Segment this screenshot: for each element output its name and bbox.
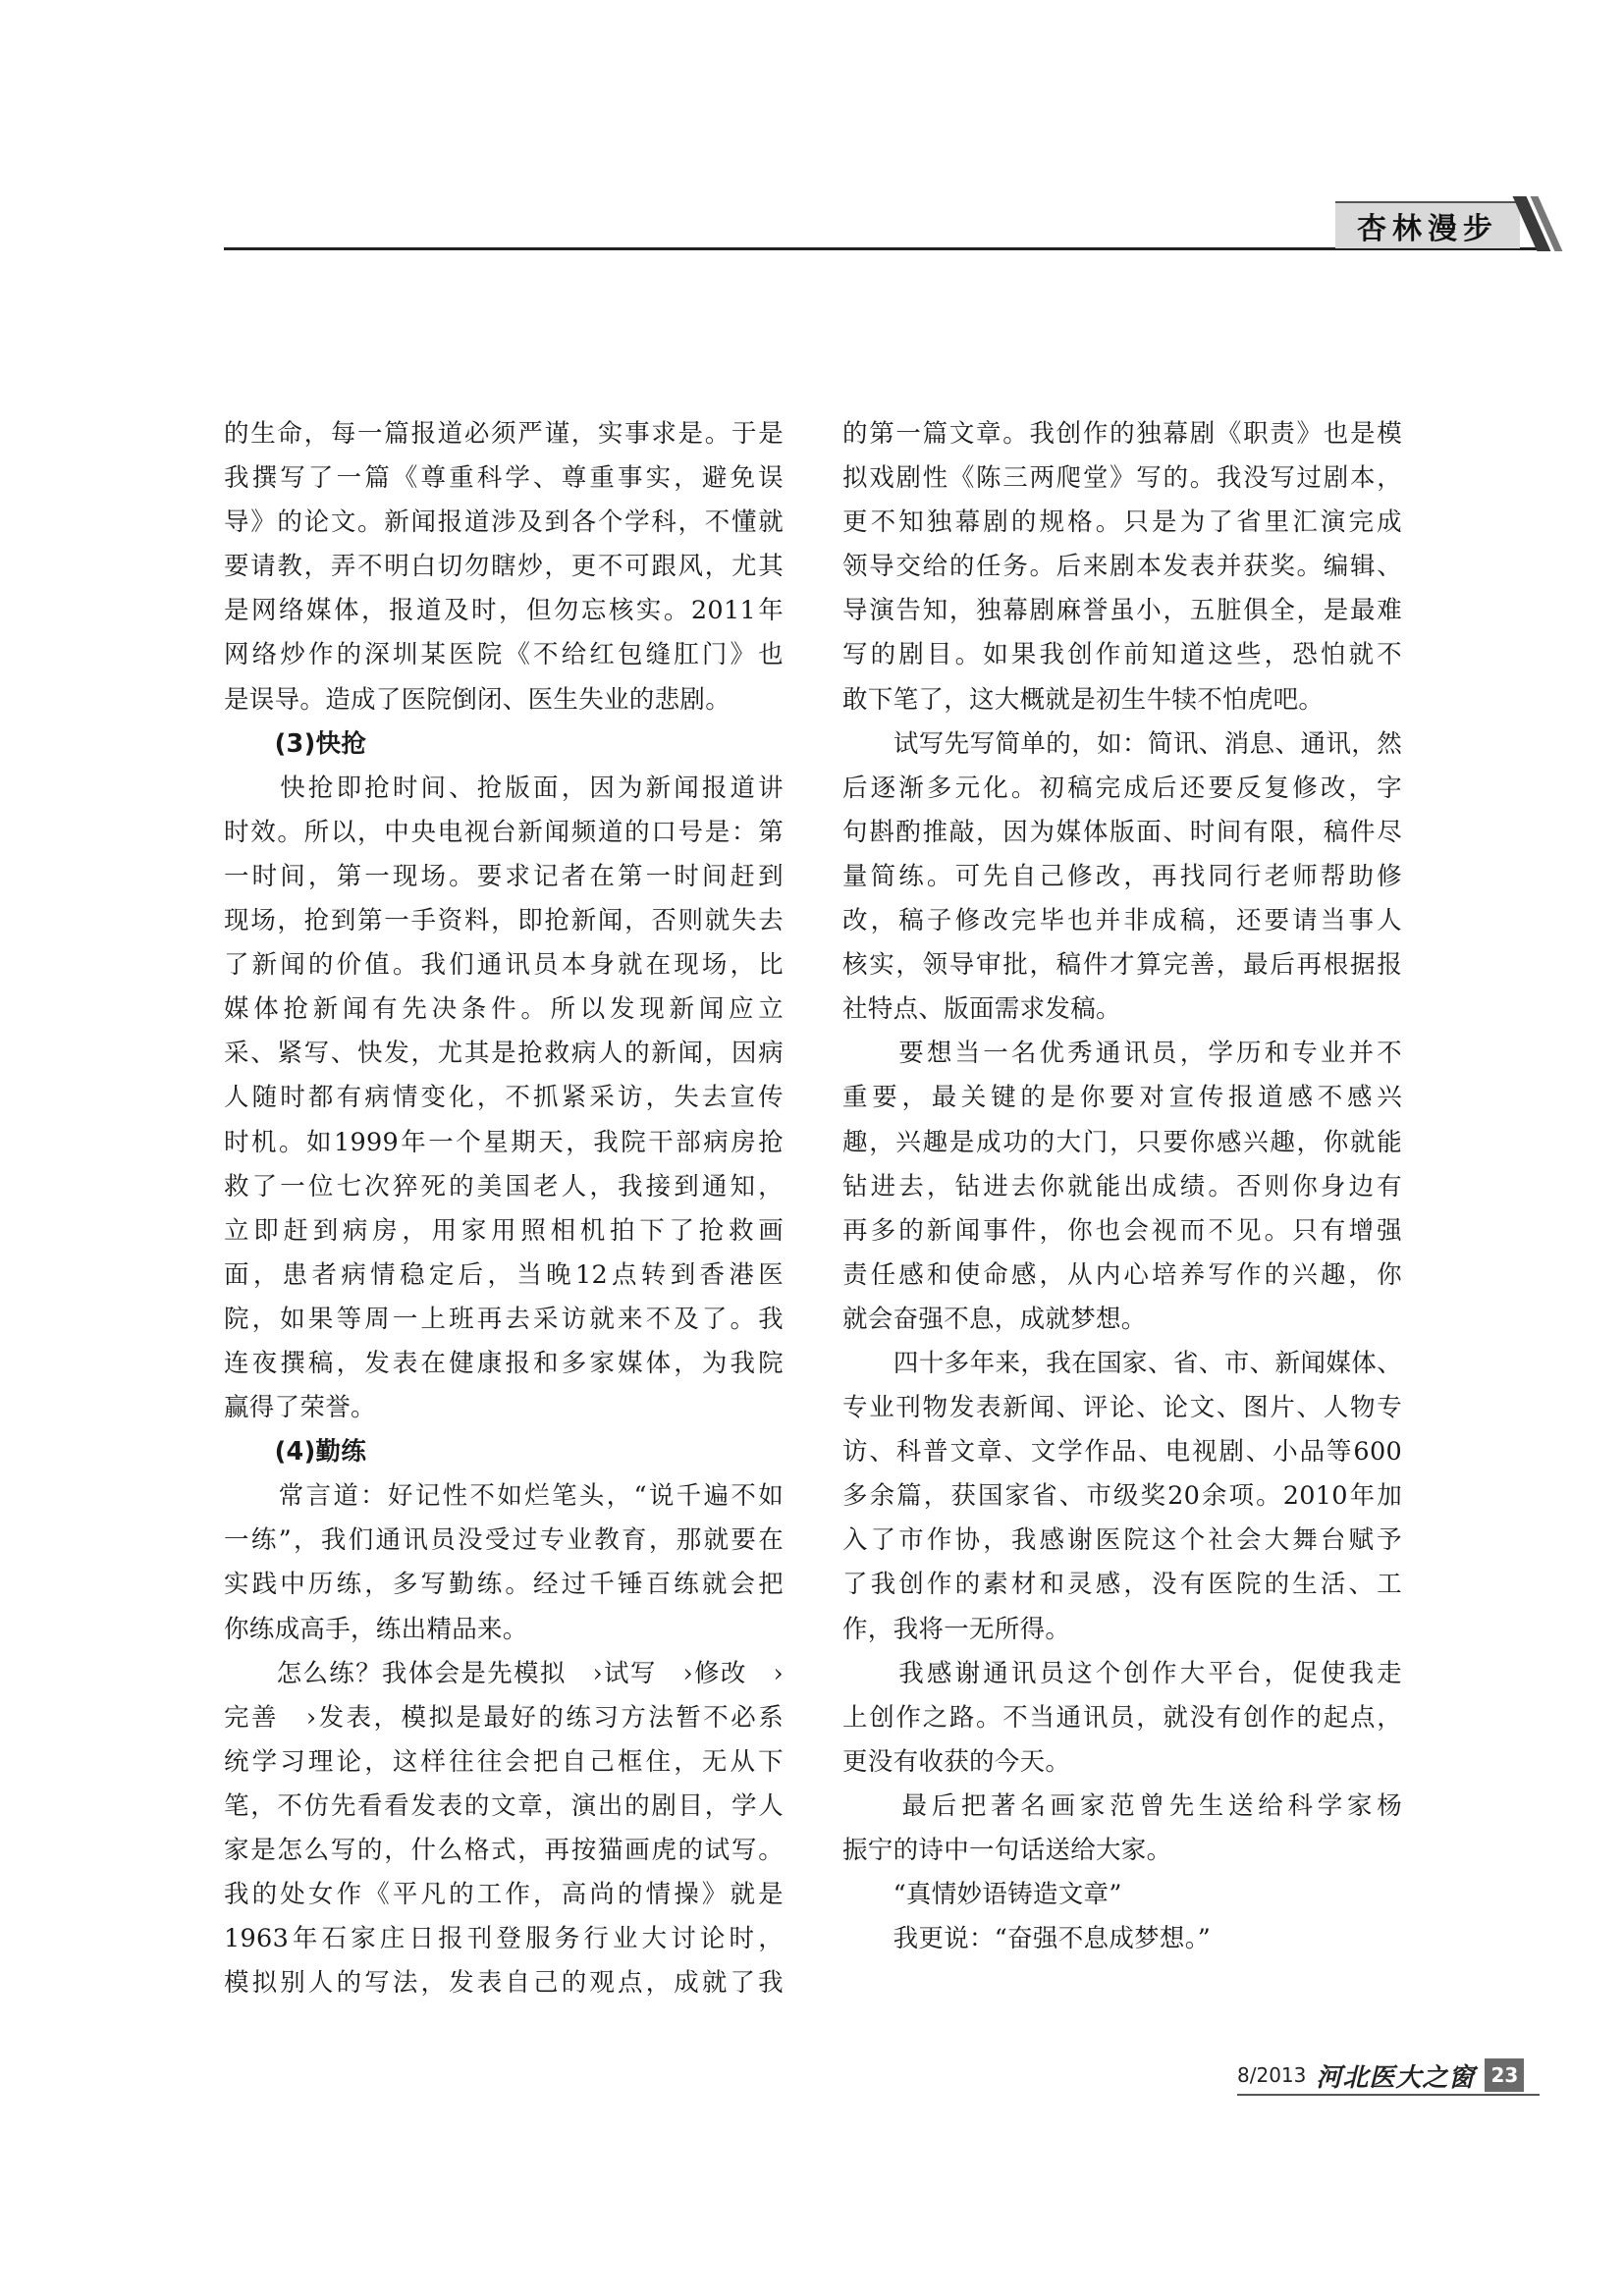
text-line: 一练”，我们通讯员没受过专业教育，那就要在 <box>224 1525 784 1556</box>
text-line: 重要，最关键的是你要对宣传报道感不感兴 <box>842 1083 1402 1113</box>
text-line: 家是怎么写的，什么格式，再按猫画虎的试写。 <box>224 1836 784 1865</box>
text-line: 时机。如1999年一个星期天，我院干部病房抢 <box>224 1127 784 1157</box>
text-line: 我的处女作《平凡的工作，高尚的情操》就是 <box>224 1880 784 1910</box>
text-line: 访、科普文章、文学作品、电视剧、小品等600 <box>842 1437 1402 1468</box>
text-line: 我感谢通讯员这个创作大平台，促使我走 <box>842 1658 1402 1688</box>
text-line: 句斟酌推敲，因为媒体版面、时间有限，稿件尽 <box>842 817 1402 847</box>
text-line: 敢下笔了，这大概就是初生牛犊不怕虎吧。 <box>842 684 1325 715</box>
text-line: 采、紧写、快发，尤其是抢救病人的新闻，因病 <box>224 1039 784 1069</box>
text-line: 要请教，弄不明白切勿瞎炒，更不可跟风，尤其 <box>224 552 784 582</box>
text-line: 导演告知，独幕剧麻誉虽小，五脏俱全，是最难 <box>842 596 1402 626</box>
text-line: 拟戏剧性《陈三两爬堂》写的。我没写过剧本， <box>842 463 1402 494</box>
text-line: 的第一篇文章。我创作的独幕剧《职责》也是模 <box>842 419 1402 449</box>
text-line: 一时间，第一现场。要求记者在第一时间赶到 <box>224 861 784 891</box>
text-line: 面，患者病情稳定后，当晚12点转到香港医 <box>224 1259 784 1290</box>
text-line: 核实，领导审批，稿件才算完善，最后再根据报 <box>842 950 1402 981</box>
text-line: 多余篇，获国家省、市级奖20余项。2010年加 <box>842 1481 1402 1512</box>
text-line: 常言道：好记性不如烂笔头，“说千遍不如 <box>224 1481 784 1512</box>
text-line: “真情妙语铸造文章” <box>842 1880 1122 1910</box>
text-line: 最后把著名画家范曾先生送给科学家杨 <box>842 1790 1402 1821</box>
text-line: 现场，抢到第一手资料，即抢新闻，否则就失去 <box>224 906 784 936</box>
text-line: 人随时都有病情变化，不抓紧采访，失去宣传 <box>224 1083 784 1113</box>
text-line: 领导交给的任务。后来剧本发表并获奖。编辑、 <box>842 552 1402 582</box>
text-line: 我撰写了一篇《尊重科学、尊重事实，避免误 <box>224 463 784 494</box>
text-line: 更不知独幕剧的规格。只是为了省里汇演完成 <box>842 507 1402 538</box>
text-line: 快抢即抢时间、抢版面，因为新闻报道讲 <box>224 773 784 803</box>
text-line: 作，我将一无所得。 <box>842 1614 1071 1644</box>
text-line: 完善 ›发表，模拟是最好的练习方法暂不必系 <box>224 1702 784 1733</box>
text-line: 是网络媒体，报道及时，但勿忘核实。2011年 <box>224 596 784 626</box>
text-line: 的生命，每一篇报道必须严谨，实事求是。于是 <box>224 419 784 449</box>
text-line: 连夜撰稿，发表在健康报和多家媒体，为我院 <box>224 1348 784 1378</box>
text-line: 更没有收获的今天。 <box>842 1746 1071 1777</box>
text-line: 试写先写简单的，如：简讯、消息、通讯，然 <box>842 728 1402 759</box>
text-line: 统学习理论，这样往往会把自己框住，无从下 <box>224 1746 784 1777</box>
journal-logo: 河北医大之窗 <box>1316 2062 1476 2093</box>
text-line: 实践中历练，多写勤练。经过千锤百练就会把 <box>224 1570 784 1600</box>
text-line: 笔，不仿先看看发表的文章，演出的剧目，学人 <box>224 1790 784 1821</box>
page-number: 23 <box>1485 2058 1524 2092</box>
text-line: 媒体抢新闻有先决条件。所以发现新闻应立 <box>224 994 784 1025</box>
text-line: 写的剧目。如果我创作前知道这些，恐怕就不 <box>842 640 1402 670</box>
text-line: 趣，兴趣是成功的大门，只要你感兴趣，你就能 <box>842 1127 1402 1157</box>
text-line: 钻进去，钻进去你就能出成绩。否则你身边有 <box>842 1171 1402 1201</box>
issue-date: 8/2013 <box>1237 2063 1307 2087</box>
text-line: 社特点、版面需求发稿。 <box>842 994 1121 1025</box>
text-line: 再多的新闻事件，你也会视而不见。只有增强 <box>842 1215 1402 1246</box>
text-line: 是误导。造成了医院倒闭、医生失业的悲剧。 <box>224 684 731 715</box>
text-line: 赢得了荣誉。 <box>224 1393 376 1423</box>
text-line: 模拟别人的写法，发表自己的观点，成就了我 <box>224 1968 784 1999</box>
text-line: 网络炒作的深圳某医院《不给红包缝肛门》也 <box>224 640 784 670</box>
text-line: 1963年石家庄日报刊登服务行业大讨论时， <box>224 1924 784 1954</box>
section-heading: (3)快抢 <box>224 728 367 759</box>
right-column <box>842 412 1402 1961</box>
text-line: 专业刊物发表新闻、评论、论文、图片、人物专 <box>842 1393 1402 1423</box>
text-line: 上创作之路。不当通讯员，就没有创作的起点， <box>842 1702 1402 1733</box>
text-line: 你练成高手，练出精品来。 <box>224 1614 528 1644</box>
text-line: 导》的论文。新闻报道涉及到各个学科，不懂就 <box>224 507 784 538</box>
page-footer <box>1237 2058 1524 2092</box>
text-line: 院，如果等周一上班再去采访就来不及了。我 <box>224 1304 784 1334</box>
footer-rule <box>1237 2094 1540 2096</box>
text-line: 救了一位七次猝死的美国老人，我接到通知， <box>224 1171 784 1201</box>
text-line: 责任感和使命感，从内心培养写作的兴趣，你 <box>842 1259 1402 1290</box>
text-line: 要想当一名优秀通讯员，学历和专业并不 <box>842 1039 1402 1069</box>
text-line: 了新闻的价值。我们通讯员本身就在现场，比 <box>224 950 784 981</box>
text-line: 怎么练？我体会是先模拟 ›试写 ›修改 › <box>224 1658 784 1688</box>
text-line: 改，稿子修改完毕也并非成稿，还要请当事人 <box>842 906 1402 936</box>
left-column <box>224 412 784 2005</box>
text-line: 振宁的诗中一句话送给大家。 <box>842 1836 1172 1865</box>
text-line: 立即赶到病房，用家用照相机拍下了抢救画 <box>224 1215 784 1246</box>
text-line: 四十多年来，我在国家、省、市、新闻媒体、 <box>842 1348 1402 1378</box>
text-line: 入了市作协，我感谢医院这个社会大舞台赋予 <box>842 1525 1402 1556</box>
text-line: 时效。所以，中央电视台新闻频道的口号是：第 <box>224 817 784 847</box>
text-line: 量简练。可先自己修改，再找同行老师帮助修 <box>842 861 1402 891</box>
section-heading: (4)勤练 <box>224 1437 367 1468</box>
text-line: 后逐渐多元化。初稿完成后还要反复修改，字 <box>842 773 1402 803</box>
text-line: 了我创作的素材和灵感，没有医院的生活、工 <box>842 1570 1402 1600</box>
text-line: 我更说：“奋强不息成梦想。” <box>842 1924 1212 1954</box>
text-line: 就会奋强不息，成就梦想。 <box>842 1304 1147 1334</box>
section-title: 杏林漫步 <box>1335 201 1520 248</box>
